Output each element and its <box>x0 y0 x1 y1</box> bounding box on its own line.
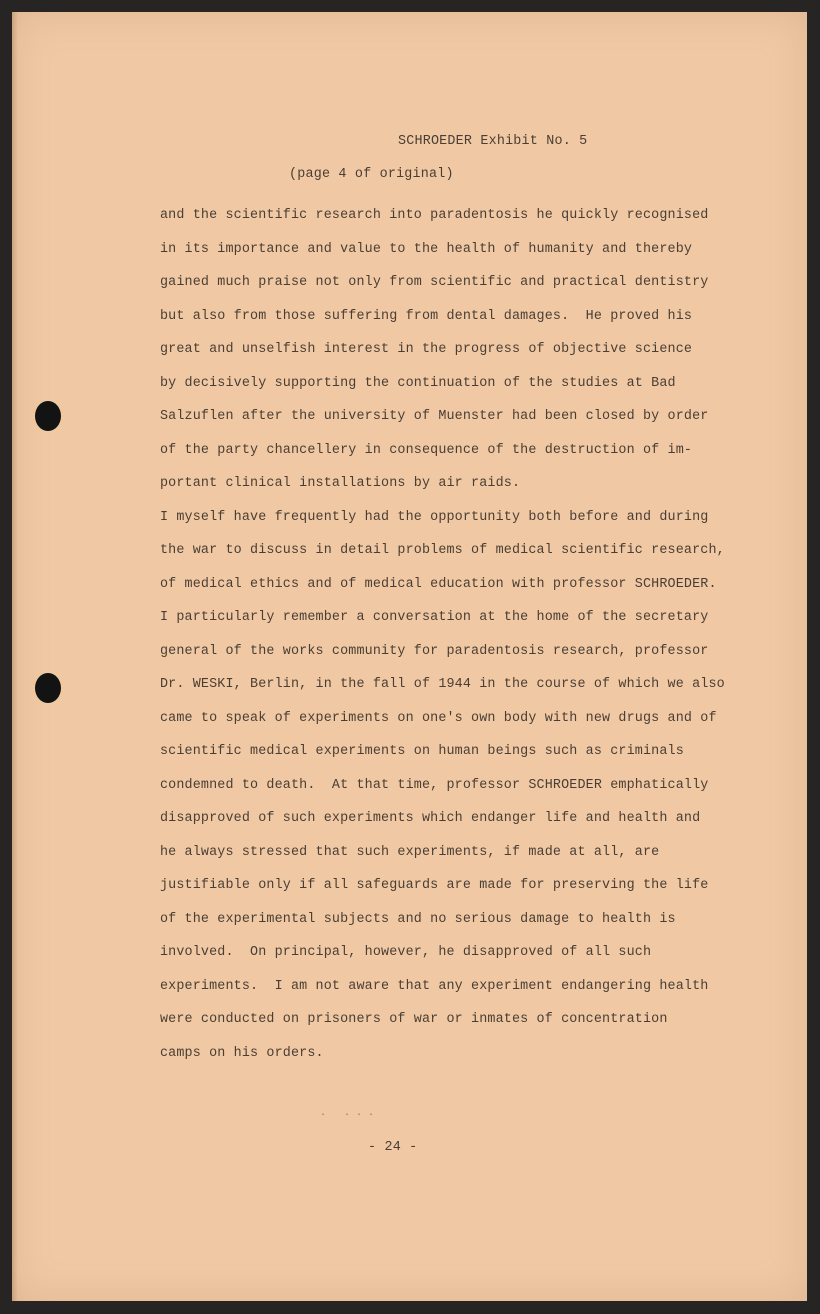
text-line: of medical ethics and of medical education with professor SCHROEDER. <box>160 576 717 592</box>
text-line: condemned to death. At that time, professor SCHROEDER emphatically <box>160 777 709 793</box>
text-line: of the party chancellery in consequence of the destruction of im- <box>160 442 693 458</box>
text-line: were conducted on prisoners of war or inmates of concentration <box>160 1012 668 1027</box>
exhibit-title: SCHROEDER Exhibit No. 5 <box>398 134 588 149</box>
text-line: involved. On principal, however, he disapproved of all such <box>160 945 652 960</box>
punch-hole-top <box>35 401 61 431</box>
text-line: he always stressed that such experiments, if made at all, are <box>160 844 660 860</box>
body-text <box>160 199 725 1070</box>
text-line: Salzuflen after the university of Muenster had been closed by order <box>160 409 709 424</box>
text-line: I myself have frequently had the opportunity both before and during <box>160 509 709 525</box>
text-line: and the scientific research into paradentosis he quickly recognised <box>160 208 709 223</box>
text-line: gained much praise not only from scientific and practical dentistry <box>160 275 709 290</box>
text-line: scientific medical experiments on human beings such as criminals <box>160 744 684 759</box>
text-line: of the experimental subjects and no serious damage to health is <box>160 911 676 927</box>
text-line: the war to discuss in detail problems of medical scientific research, <box>160 543 725 558</box>
decorative-dots: . . . . <box>320 1108 375 1119</box>
page-edge-shadow <box>12 12 18 1301</box>
text-line: portant clinical installations by air raids. <box>160 476 521 491</box>
text-line: justifiable only if all safeguards are made for preserving the life <box>160 878 709 893</box>
text-line: Dr. WESKI, Berlin, in the fall of 1944 in the course of which we also <box>160 677 725 692</box>
page-number: - 24 - <box>368 1140 418 1155</box>
text-line: great and unselfish interest in the progress of objective science <box>160 342 693 357</box>
text-line: but also from those suffering from dental damages. He proved his <box>160 308 693 324</box>
punch-hole-bottom <box>35 673 61 703</box>
text-line: in its importance and value to the health of humanity and thereby <box>160 241 693 257</box>
text-line: disapproved of such experiments which endanger life and health and <box>160 811 701 826</box>
page-reference: (page 4 of original) <box>289 167 454 182</box>
text-line: by decisively supporting the continuation of the studies at Bad <box>160 375 676 391</box>
text-line: experiments. I am not aware that any experiment endangering health <box>160 978 709 994</box>
text-line: came to speak of experiments on one's own body with new drugs and of <box>160 710 717 726</box>
text-line: camps on his orders. <box>160 1045 324 1061</box>
text-line: I particularly remember a conversation at the home of the secretary <box>160 610 709 625</box>
text-line: general of the works community for paradentosis research, professor <box>160 643 709 659</box>
